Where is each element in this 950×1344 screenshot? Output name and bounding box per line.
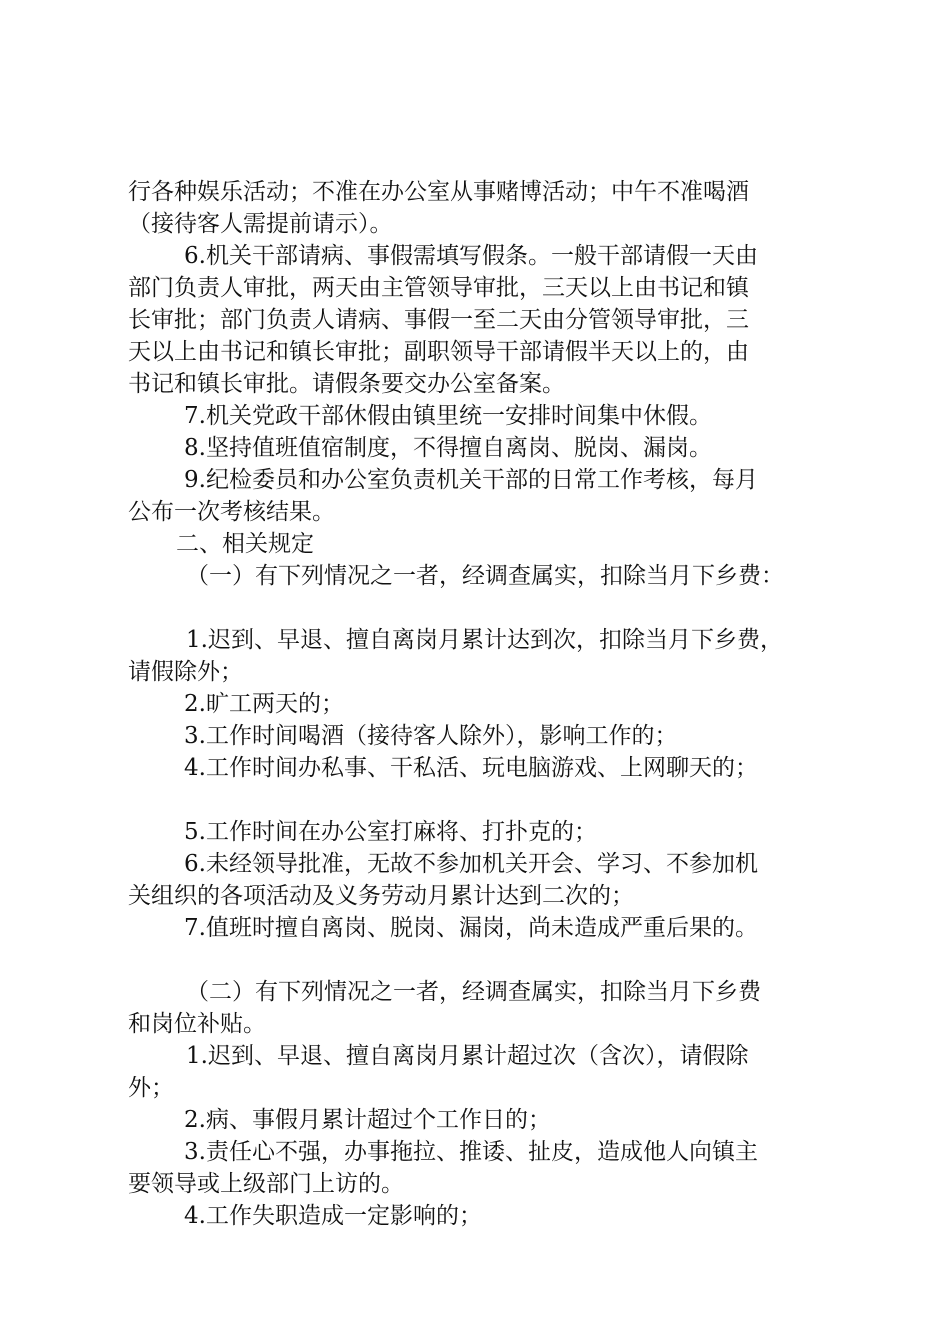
text-line: 7.值班时擅自离岗、脱岗、漏岗，尚未造成严重后果的。 (184, 915, 758, 941)
text-line: 行各种娱乐活动；不准在办公室从事赌博活动；中午不准喝酒 (128, 179, 749, 205)
text-line: 公布一次考核结果。 (128, 499, 335, 525)
text-line: 1.迟到、早退、擅自离岗月累计超过次（含次），请假除 (186, 1043, 749, 1069)
text-line: 8.坚持值班值宿制度，不得擅自离岗、脱岗、漏岗。 (184, 435, 712, 461)
text-line: 部门负责人审批，两天由主管领导审批，三天以上由书记和镇 (128, 275, 749, 301)
text-line: 4.工作失职造成一定影响的； (184, 1203, 482, 1229)
text-line: 天以上由书记和镇长审批；副职领导干部请假半天以上的，由 (128, 339, 749, 365)
text-line: 4.工作时间办私事、干私活、玩电脑游戏、上网聊天的； (184, 755, 758, 781)
text-line: 2.病、事假月累计超过个工作日的； (184, 1107, 551, 1133)
text-line: 6.机关干部请病、事假需填写假条。一般干部请假一天由 (184, 243, 758, 269)
subsection-heading: （一）有下列情况之一者，经调查属实，扣除当月下乡费： (186, 563, 784, 589)
text-line: 6.未经领导批准，无故不参加机关开会、学习、不参加机 (184, 851, 758, 877)
text-line: 书记和镇长审批。请假条要交办公室备案。 (128, 371, 565, 397)
text-line: 1.迟到、早退、擅自离岗月累计达到次，扣除当月下乡费， (186, 627, 783, 653)
subsection-heading: （二）有下列情况之一者，经调查属实，扣除当月下乡费 (186, 979, 761, 1005)
text-line: 请假除外； (128, 659, 243, 685)
text-line: 5.工作时间在办公室打麻将、打扑克的； (184, 819, 597, 845)
text-line: 和岗位补贴。 (128, 1011, 266, 1037)
text-line: 长审批；部门负责人请病、事假一至二天由分管领导审批，三 (128, 307, 749, 333)
text-line: 要领导或上级部门上访的。 (128, 1171, 404, 1197)
text-line: 3.工作时间喝酒（接待客人除外），影响工作的； (184, 723, 678, 749)
text-line: 外； (128, 1075, 174, 1101)
text-line: 关组织的各项活动及义务劳动月累计达到二次的； (128, 883, 634, 909)
text-line: 2.旷工两天的； (184, 691, 344, 717)
section-heading: 二、相关规定 (176, 531, 314, 557)
text-line: 3.责任心不强，办事拖拉、推诿、扯皮，造成他人向镇主 (184, 1139, 758, 1165)
text-line: （接待客人需提前请示）。 (128, 211, 393, 237)
text-line: 9.纪检委员和办公室负责机关干部的日常工作考核，每月 (184, 467, 758, 493)
text-line: 7.机关党政干部休假由镇里统一安排时间集中休假。 (184, 403, 712, 429)
